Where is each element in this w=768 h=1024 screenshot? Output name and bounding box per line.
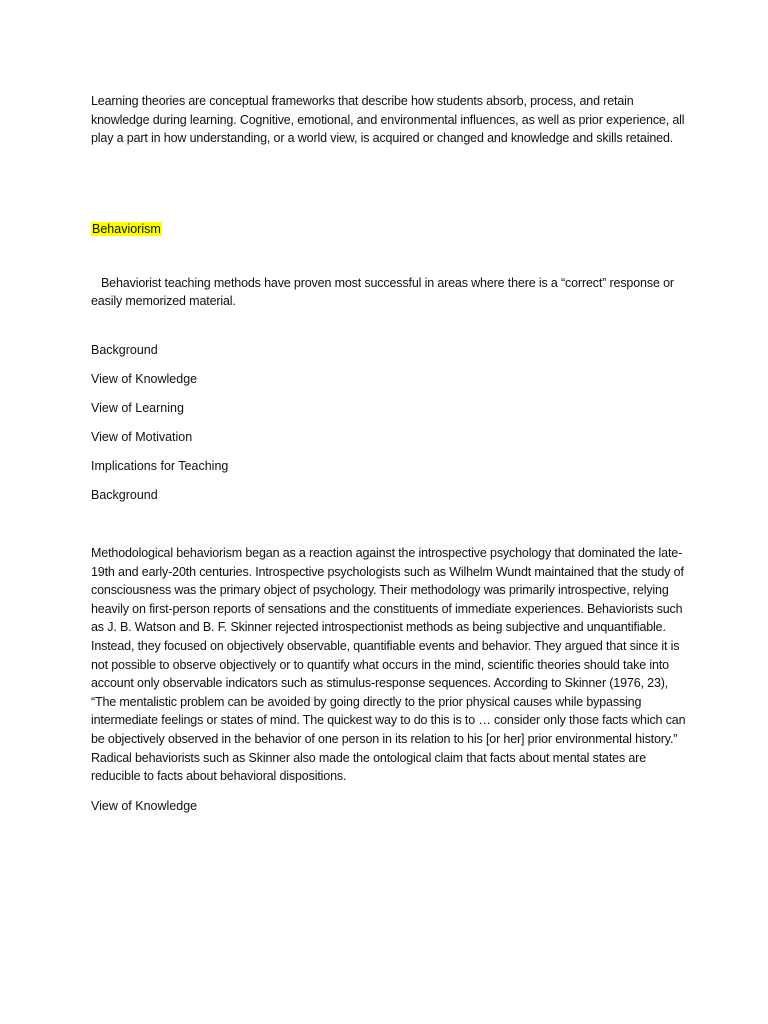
- topic-list: [91, 341, 691, 515]
- section-lead-paragraph: Behaviorist teaching methods have proven most successful in areas where there is a “correct” response or easily memorized material.: [91, 275, 674, 309]
- topic-item: View of Motivation: [91, 429, 193, 444]
- background-paragraph: Methodological behaviorism began as a reaction against the introspective psychology that dominated the late-19th and early-20th centuries. Introspective psychologists such as Wilhelm Wundt maintained that the study of consciousness was the primary object of psychology. Their methodology was primarily introspective, relying heavily on first-person reports of sensations and the constituents of immediate experiences. Behaviorists such as J. B. Watson and B. F. Skinner rejected introspectionist methods as being subjective and unquantifiable. Instead, they focused on objectively observable, quantifiable events and behavior. They argued that since it is not possible to observe objectively or to quantify what occurs in the mind, scientific theories should take into account only observable indicators such as stimulus-response sequences. According to Skinner (1976, 23), “The mentalistic problem can be avoided by going directly to the prior physical causes while bypassing intermediate feelings or states of mind. The quickest way to do this is to … consider only those facts which can be objectively observed in the behavior of one person in its relation to his [or her] prior environmental history.” Radical behaviorists such as Skinner also made the ontological claim that facts about mental states are reducible to facts about behavioral dispositions.: [91, 545, 686, 784]
- section-heading-wrap: [91, 220, 691, 238]
- intro-paragraph: Learning theories are conceptual frameworks that describe how students absorb, process, and retain knowledge during learning. Cognitive, emotional, and environmental influences, as well as prior experience, all play a part in how understanding, or a world view, is acquired or changed and knowledge and skills retained.: [91, 94, 685, 146]
- topic-item: Background: [91, 487, 158, 502]
- document-page: [91, 92, 691, 815]
- trailing-heading: View of Knowledge: [91, 798, 198, 813]
- topic-item: View of Knowledge: [91, 371, 198, 386]
- topic-item: Implications for Teaching: [91, 458, 229, 473]
- topic-item: View of Learning: [91, 400, 184, 415]
- section-heading: Behaviorism: [92, 221, 161, 236]
- topic-item: Background: [91, 342, 158, 357]
